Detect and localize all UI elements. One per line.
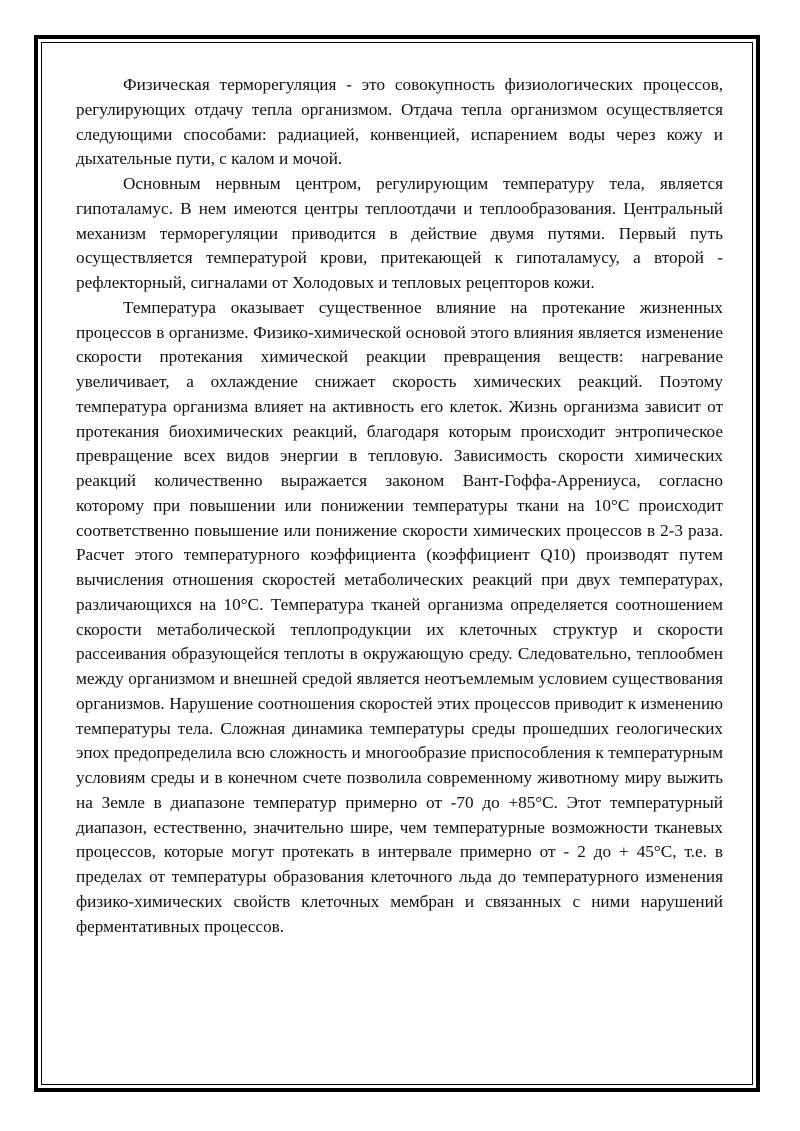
document-body xyxy=(76,73,723,939)
paragraph-temperature-influence: Температура оказывает существенное влияние на протекание жизненных процессов в организме. Физико-химической основой этого влияния является изменение скорости протекания химической реакции превращения веществ: нагревание увеличивает, а охлаждение снижает скорость химических реакций. Поэтому температура организма влияет на активность его клеток. Жизнь организма зависит от протекания биохимических реакций, благодаря которым происходит энтропическое превращение всех видов энергии в тепловую. Зависимость скорости химических реакций количественно выражается законом Вант-Гоффа-Аррениуса, согласно которому при повышении или понижении температуры ткани на 10°С происходит соответственно повышение или понижение скорости химических процессов в 2-3 раза. Расчет этого температурного коэффициента (коэффициент Q10) производят путем вычисления отношения скоростей метаболических реакций при двух температурах, различающихся на 10°С. Температура тканей организма определяется соотношением скорости метаболической теплопродукции их клеточных структур и скорости рассеивания образующейся теплоты в окружающую среду. Следовательно, теплообмен между организмом и внешней средой является неотъемлемым условием существования организмов. Нарушение соотношения скоростей этих процессов приводит к изменению температуры тела. Сложная динамика температуры среды прошедших геологических эпох предопределила всю сложность и многообразие приспособления к температурным условиям среды и в конечном счете позволила современному животному миру выжить на Земле в диапазоне температур примерно от -70 до +85°С. Этот температурный диапазон, естественно, значительно шире, чем температурные возможности тканевых процессов, которые могут протекать в интервале примерно от - 2 до + 45°С, т.е. в пределах от температуры образования клеточного льда до температурного изменения физико-химических свойств клеточных мембран и связанных с ними нарушений ферментативных процессов. xyxy=(76,297,723,936)
paragraph-hypothalamus: Основным нервным центром, регулирующим температуру тела, является гипоталамус. В нем имеются центры теплоотдачи и теплообразования. Центральный механизм терморегуляции приводится в действие двумя путями. Первый путь осуществляется температурой крови, притекающей к гипоталамусу, а второй - рефлекторный, сигналами от Холодовых и тепловых рецепторов кожи. xyxy=(76,174,723,292)
paragraph-thermoregulation: Физическая терморегуляция - это совокупность физиологических процессов, регулирующих отдачу тепла организмом. Отдача тепла организмом осуществляется следующими способами: радиацией, конвенцией, испарением воды через кожу и дыхательные пути, с калом и мочой. xyxy=(76,75,723,169)
